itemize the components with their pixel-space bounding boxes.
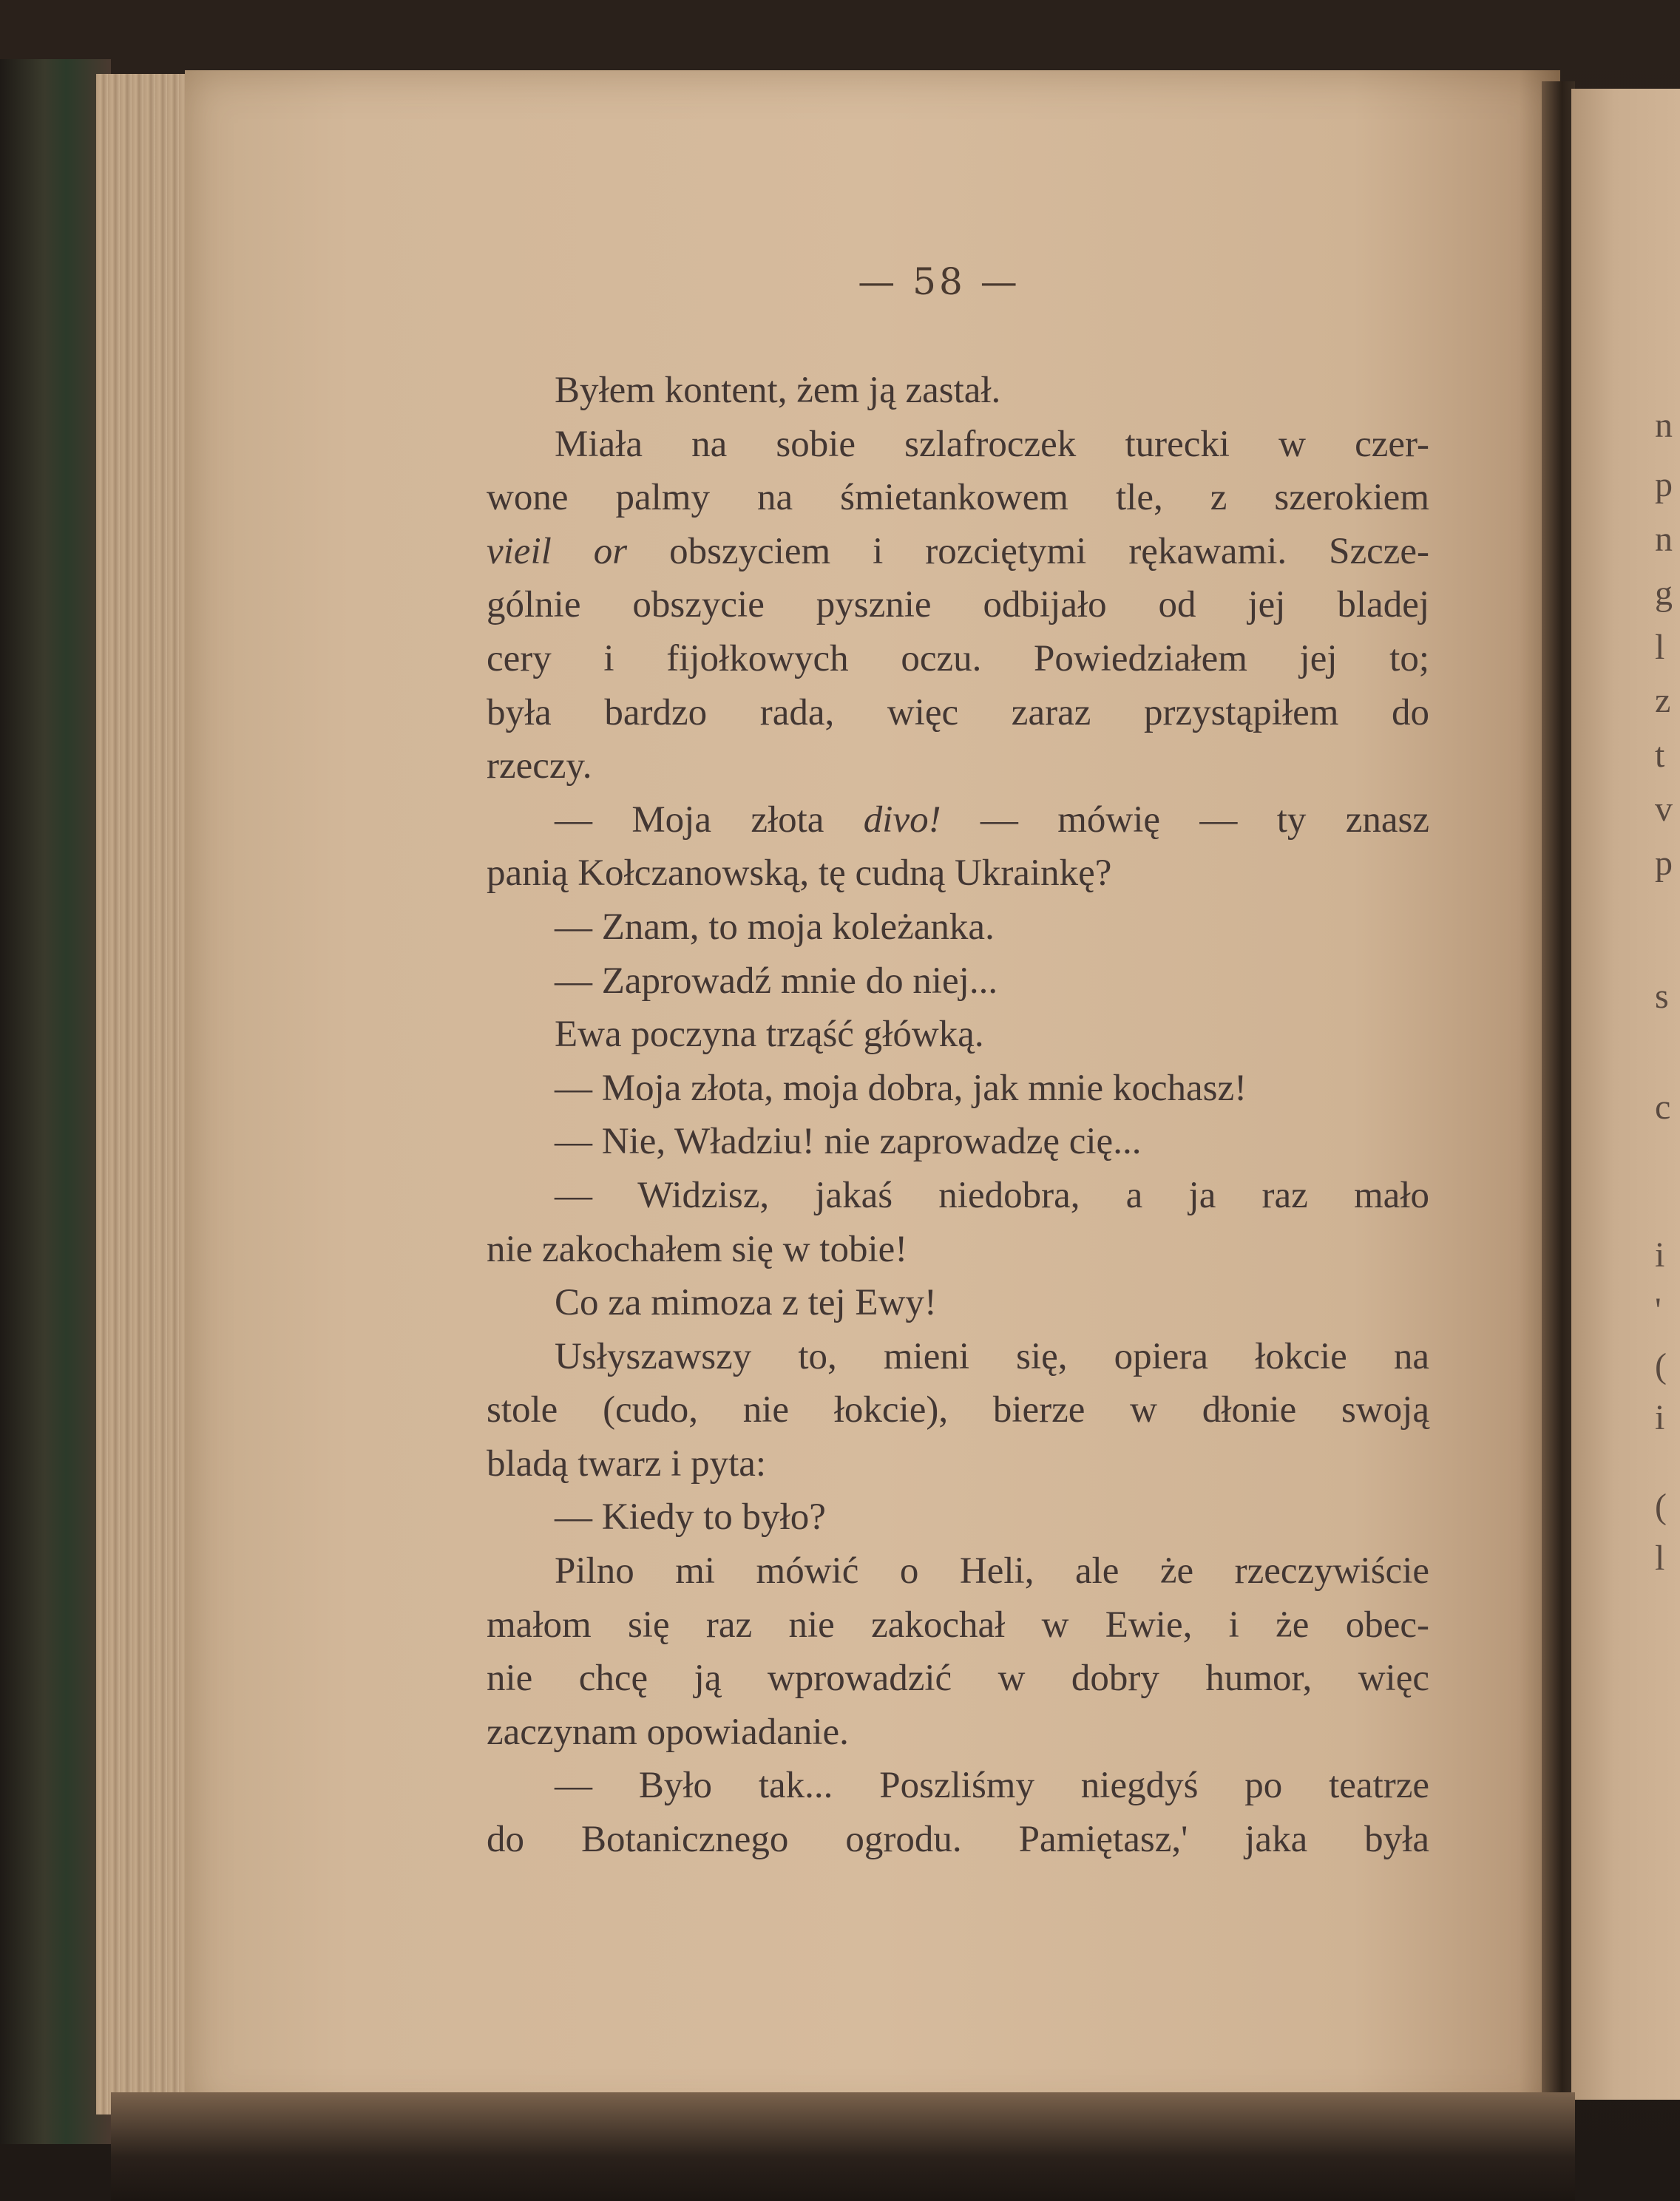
right-page-fragment: t	[1655, 736, 1665, 775]
text-line: nie chcę ją wprowadzić w dobry humor, więc	[487, 1658, 1429, 1700]
text-line: była bardzo rada, więc zaraz przystąpiłem do	[487, 691, 1429, 733]
text-line: — Znam, to moja koleżanka.	[555, 906, 995, 948]
text-line: Pilno mi mówić o Heli, ale że rzeczywiście	[555, 1550, 1429, 1593]
text-line: stole (cudo, nie łokcie), bierze w dłonie swoją	[487, 1389, 1429, 1431]
right-page-fragment: s	[1655, 977, 1669, 1016]
text-line: vieil or obszyciem i rozciętymi rękawami. Szcze-	[487, 530, 1429, 572]
text-line: panią Kołczanowską, tę cudną Ukrainkę?	[487, 852, 1112, 895]
text-line: rzeczy.	[487, 745, 592, 787]
right-page-fragment: n	[1655, 520, 1673, 559]
right-page-fragment: p	[1655, 465, 1673, 504]
right-page-fragment: v	[1655, 790, 1673, 829]
text-line: Co za mimoza z tej Ewy!	[555, 1282, 937, 1324]
text-line: Ewa poczyna trząść główką.	[555, 1014, 984, 1056]
bottom-edge	[111, 2092, 1575, 2201]
right-page-fragment: i	[1655, 1235, 1665, 1275]
page-number: — 58 —	[858, 260, 1020, 303]
book-cover-edge	[0, 59, 111, 2144]
right-page-fragment: '	[1655, 1291, 1662, 1330]
text-line: — Kiedy to było?	[555, 1496, 826, 1539]
text-line: gólnie obszycie pysznie odbijało od jej bladej	[487, 584, 1429, 626]
text-line: — Widzisz, jakaś niedobra, a ja raz mało	[555, 1174, 1429, 1216]
text-line: wone palmy na śmietankowem tle, z szerokiem	[487, 477, 1429, 519]
text-line: Usłyszawszy to, mieni się, opiera łokcie na	[555, 1335, 1429, 1377]
right-page-fragment: c	[1655, 1088, 1671, 1127]
text-line: — Moja złota divo! — mówię — ty znasz	[555, 798, 1429, 841]
text-line: — Było tak... Poszliśmy niegdyś po teatrze	[555, 1765, 1429, 1807]
page-text	[487, 364, 1429, 1867]
text-line: — Moja złota, moja dobra, jak mnie kochasz!	[555, 1067, 1247, 1109]
right-page-fragment: (	[1655, 1487, 1667, 1526]
text-line: nie zakochałem się w tobie!	[487, 1228, 908, 1270]
right-page-fragment: l	[1655, 628, 1665, 667]
right-page-fragment: p	[1655, 844, 1673, 883]
text-line: bladą twarz i pyta:	[487, 1442, 767, 1485]
right-page-fragment: (	[1655, 1346, 1667, 1386]
text-line: małom się raz nie zakochał w Ewie, i że obec-	[487, 1604, 1429, 1646]
text-line: Miała na sobie szlafroczek turecki w czer-	[555, 423, 1429, 465]
right-page-fragment: n	[1655, 406, 1673, 445]
right-page-fragment: g	[1655, 574, 1673, 613]
right-page-fragment: i	[1655, 1398, 1665, 1437]
text-line: Byłem kontent, żem ją zastał.	[555, 370, 1001, 411]
text-line: — Nie, Władziu! nie zaprowadzę cię...	[555, 1121, 1142, 1163]
right-page-fragment: z	[1655, 681, 1671, 720]
text-line: zaczynam opowiadanie.	[487, 1711, 849, 1753]
book-gutter	[1542, 81, 1575, 2107]
text-line: cery i fijołkowych oczu. Powiedziałem jej to;	[487, 637, 1429, 679]
text-line: — Zaprowadź mnie do niej...	[555, 960, 998, 1002]
right-page-fragment: l	[1655, 1539, 1665, 1578]
text-line: do Botanicznego ogrodu. Pamiętasz,' jaka była	[487, 1819, 1429, 1861]
